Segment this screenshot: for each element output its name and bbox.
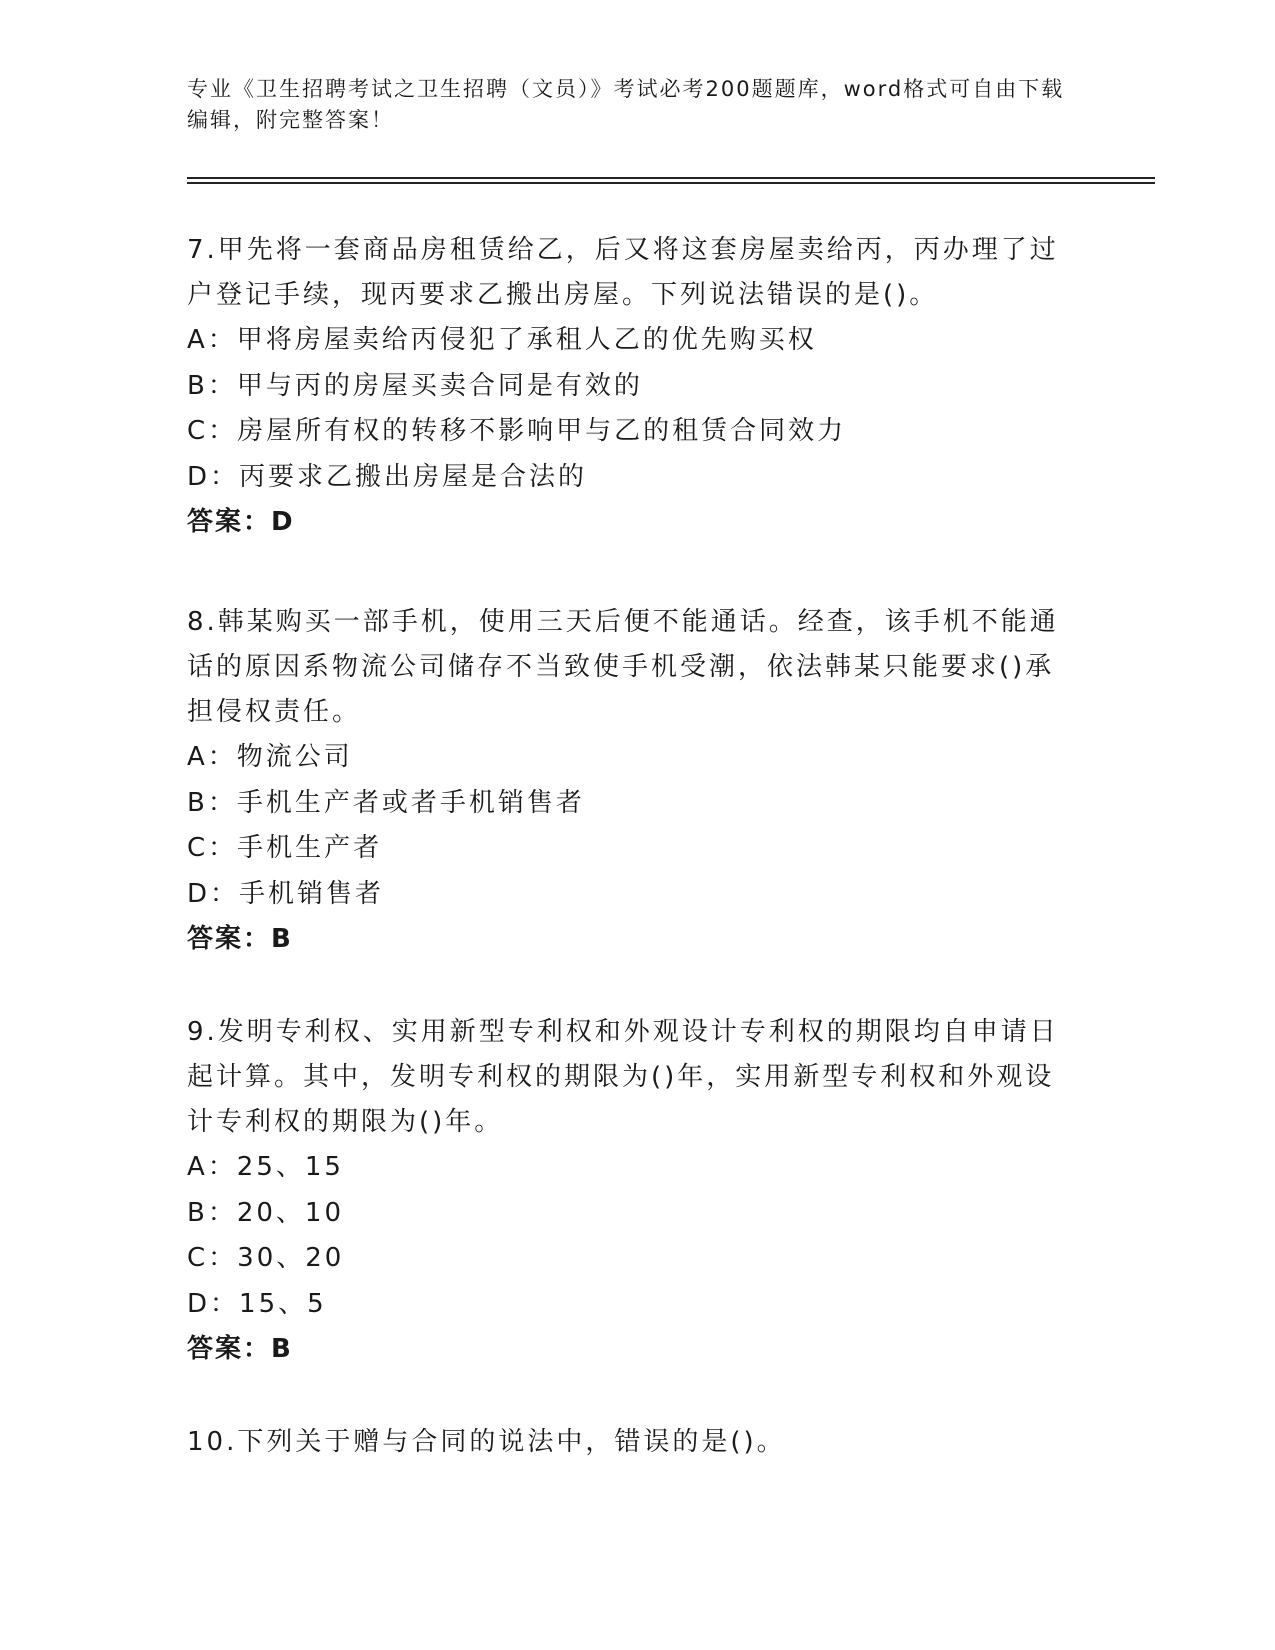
question-9 (187, 1010, 1067, 1372)
option-d: D：丙要求乙搬出房屋是合法的 (187, 461, 588, 492)
question-stem: 9.发明专利权、实用新型专利权和外观设计专利权的期限均自申请日起计算。其中，发明专利权的期限为()年，实用新型专利权和外观设计专利权的期限为()年。 (187, 1017, 1059, 1137)
question-10 (187, 1420, 1067, 1465)
option-b: B：手机生产者或者手机销售者 (187, 787, 585, 818)
option-b: B：甲与丙的房屋买卖合同是有效的 (187, 370, 643, 401)
option-a: A：物流公司 (187, 742, 353, 772)
option-c: C：手机生产者 (187, 833, 383, 863)
question-stem: 10.下列关于赠与合同的说法中，错误的是()。 (187, 1427, 786, 1457)
option-b: B：20、10 (187, 1197, 345, 1228)
question-8 (187, 600, 1067, 962)
option-d: D：15、5 (187, 1288, 327, 1319)
answer: 答案：B (187, 924, 293, 954)
question-stem: 8.韩某购买一部手机，使用三天后便不能通话。经查，该手机不能通话的原因系物流公司储存不当致使手机受潮，依法韩某只能要求()承担侵权责任。 (187, 607, 1059, 727)
header-divider-bottom (187, 182, 1155, 184)
document-header: 专业《卫生招聘考试之卫生招聘（文员）》考试必考200题题库，word格式可自由下载编辑，附完整答案！ (187, 77, 1065, 132)
option-a: A：25、15 (187, 1152, 344, 1182)
option-c: C：30、20 (187, 1243, 345, 1273)
question-7 (187, 228, 1067, 545)
answer: 答案：B (187, 1334, 293, 1364)
option-a: A：甲将房屋卖给丙侵犯了承租人乙的优先购买权 (187, 325, 817, 355)
answer: 答案：D (187, 507, 295, 537)
header-divider-top (187, 177, 1155, 179)
option-d: D：手机销售者 (187, 878, 385, 909)
question-stem: 7.甲先将一套商品房租赁给乙，后又将这套房屋卖给丙，丙办理了过户登记手续，现丙要求乙搬出房屋。下列说法错误的是()。 (187, 235, 1059, 310)
option-c: C：房屋所有权的转移不影响甲与乙的租赁合同效力 (187, 416, 847, 446)
